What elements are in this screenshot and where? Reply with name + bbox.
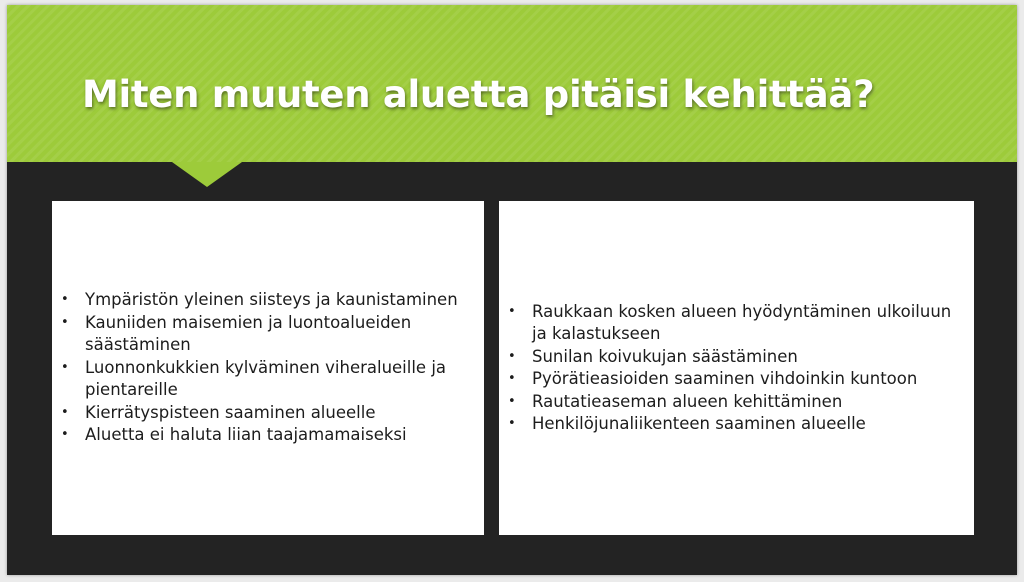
slide [7,5,1017,575]
list-item: • Aluetta ei haluta liian taajamamaiseksi [58,424,476,447]
right-content-panel [499,201,974,535]
list-item: • Kierrätyspisteen saaminen alueelle [58,402,476,425]
list-item: • Luonnonkukkien kylväminen viheralueille ja pientareille [58,357,476,402]
left-bullet-list [58,289,476,447]
list-item: • Henkilöjunaliikenteen saaminen alueelle [505,413,966,436]
list-item: • Sunilan koivukujan säästäminen [505,346,966,369]
list-item: • Ympäristön yleinen siisteys ja kaunistaminen [58,289,476,312]
left-content-panel [52,201,484,535]
banner-pointer [172,162,242,187]
list-item: • Kauniiden maisemien ja luontoalueiden säästäminen [58,312,476,357]
slide-title: Miten muuten aluetta pitäisi kehittää? [82,73,875,116]
list-item: • Rautatieaseman alueen kehittäminen [505,391,966,414]
list-item: • Raukkaan kosken alueen hyödyntäminen ulkoiluun ja kalastukseen [505,301,966,346]
title-banner [7,5,1017,162]
list-item: • Pyörätieasioiden saaminen vihdoinkin kuntoon [505,368,966,391]
right-bullet-list [505,301,966,436]
